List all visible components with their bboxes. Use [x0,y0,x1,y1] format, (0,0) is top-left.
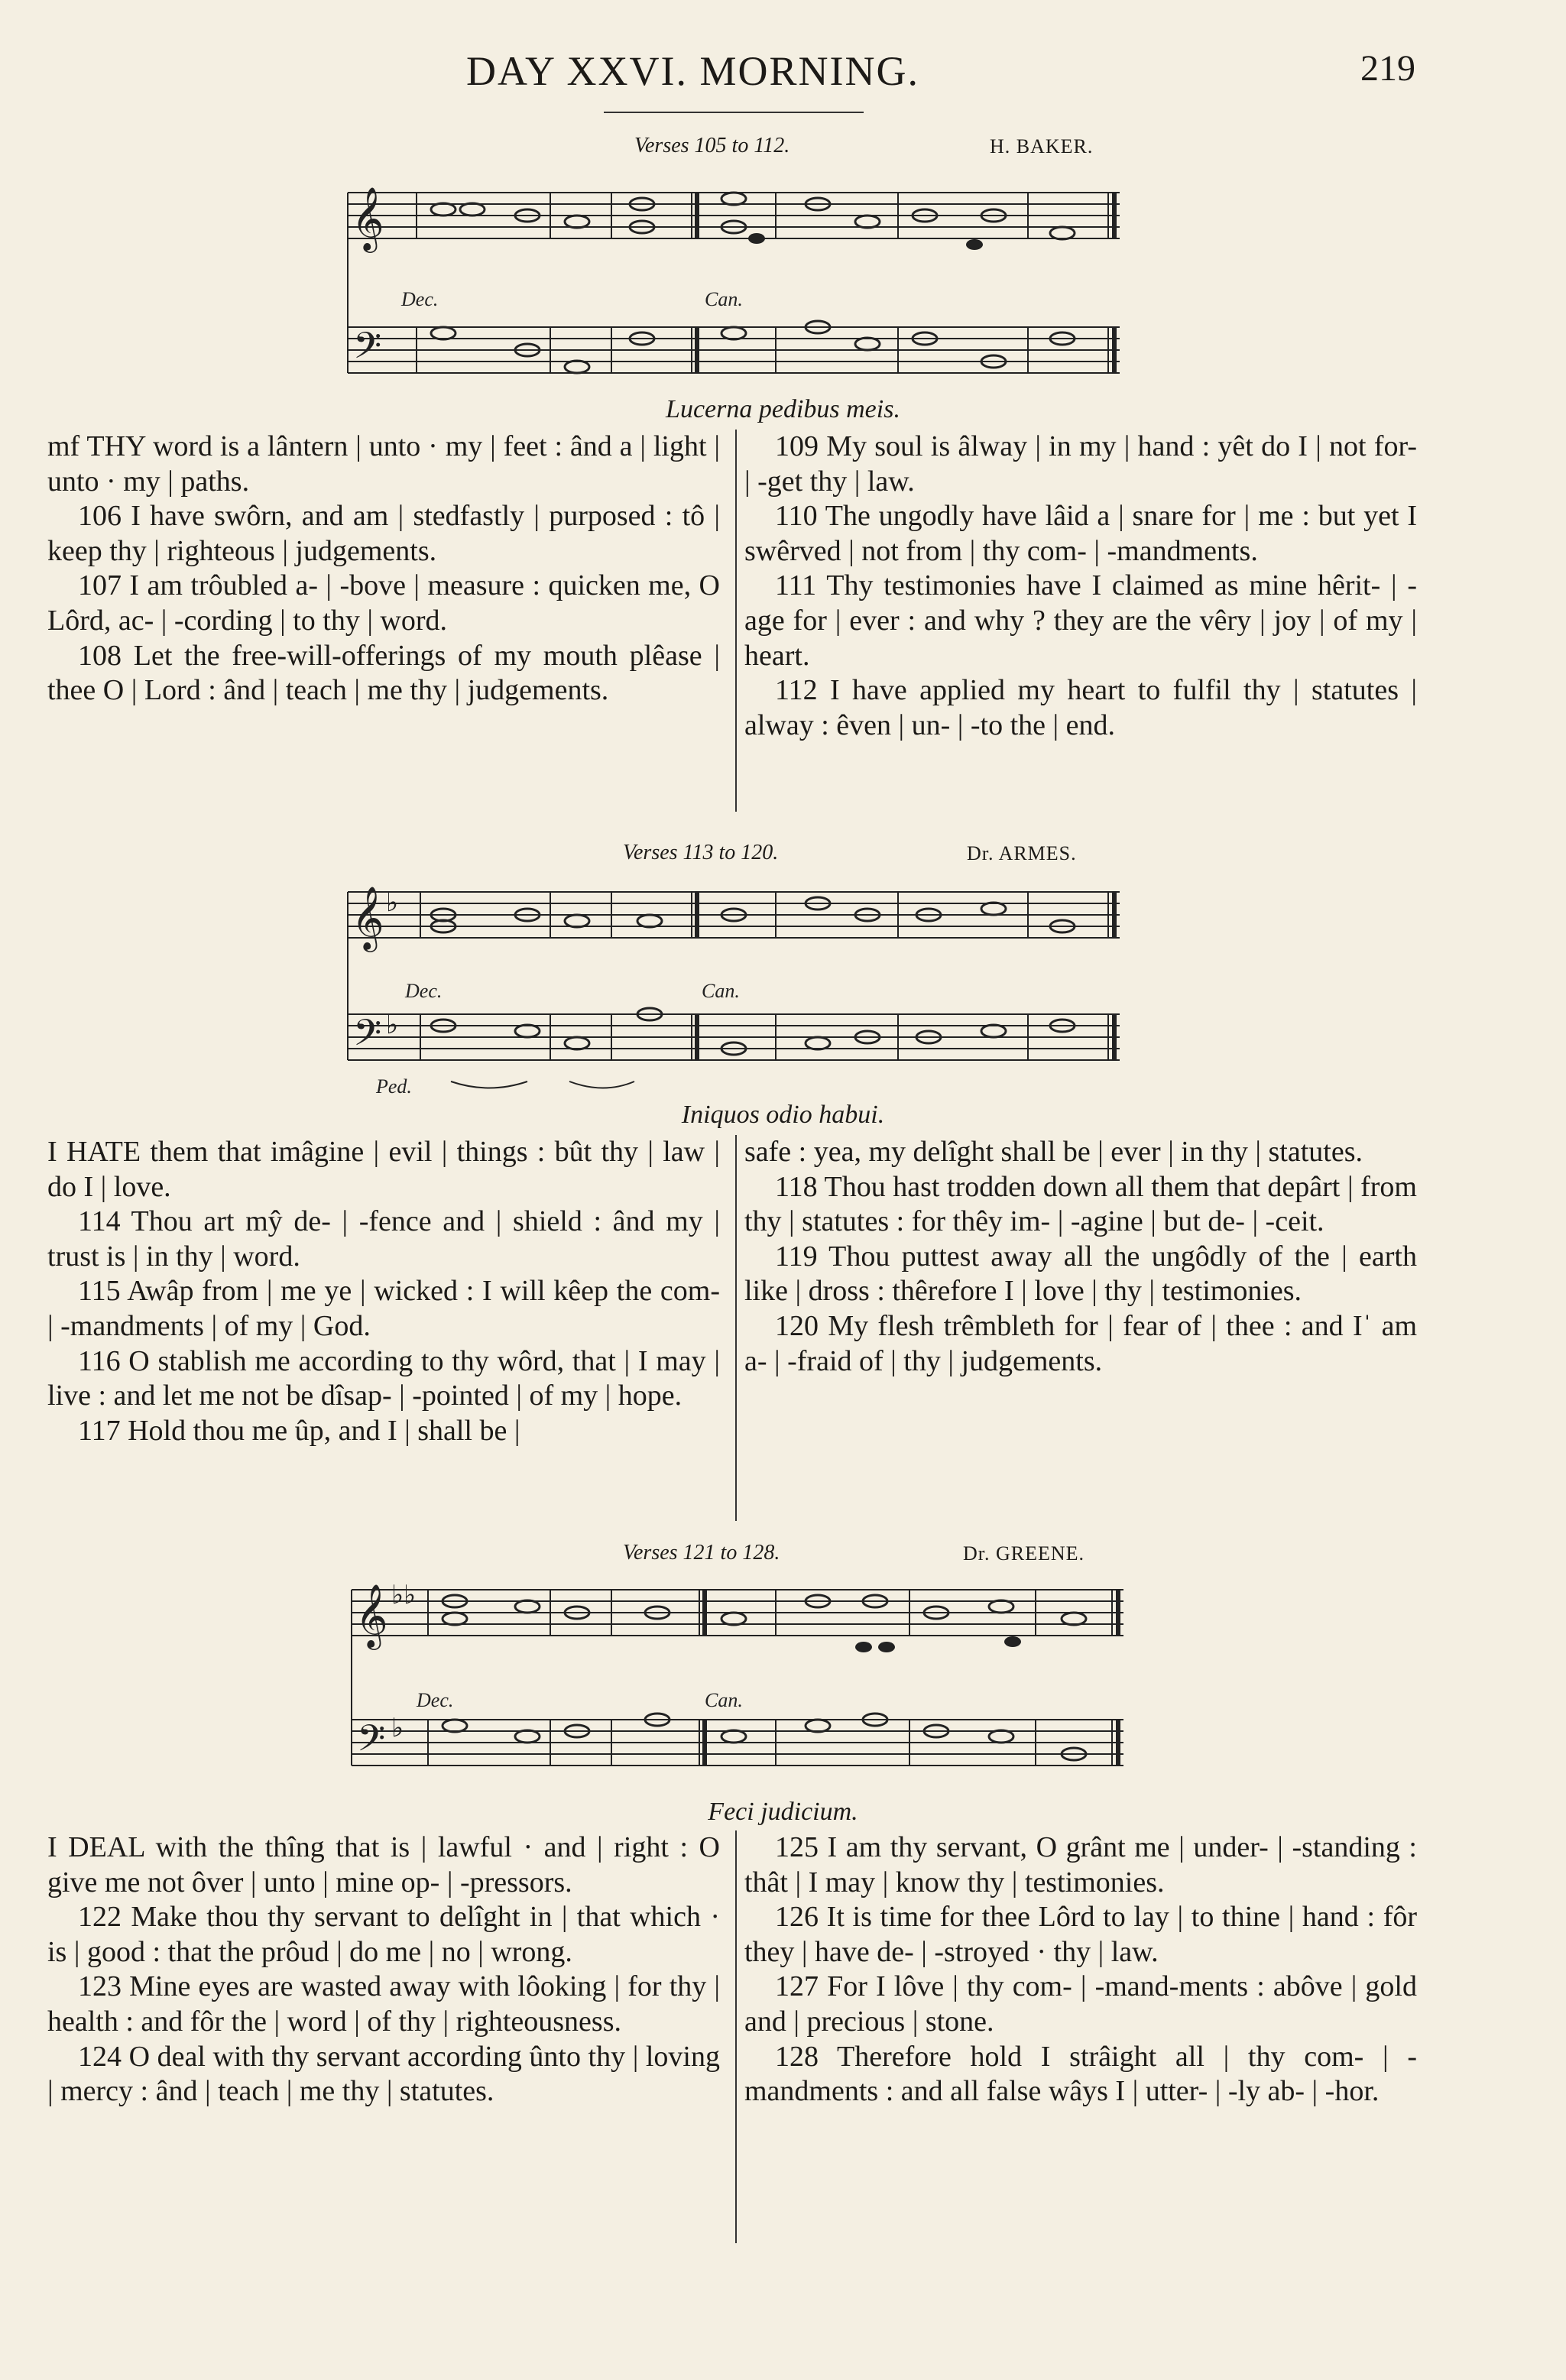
psalm-verse: 119 Thou puttest away all the ungôdly of the | earth like | dross : thêrefore I | love | thy | testimonies. [744,1240,1417,1308]
psalm-section-2 [47,1135,1423,1525]
svg-text:♭♭: ♭♭ [391,1580,417,1610]
page-number: 219 [1360,48,1415,89]
chant-composer: H. BAKER. [990,135,1094,157]
can-label: Can. [705,1689,743,1711]
page-header [0,47,1566,101]
psalm-verse: 118 Thou hast trodden down all them that depârt | from thy | statutes : for thêy im- | -agine | but de- | -ceit. [744,1170,1417,1238]
chant-1 [0,126,1566,436]
column-divider [735,1135,737,1521]
psalm-verse: 108 Let the free-will-offerings of my mouth plêase | thee O | Lord : ând | teach | me thy | judgements. [47,639,720,707]
ped-label: Ped. [376,1075,412,1098]
chant-score [0,869,1566,1129]
chant-verses: Verses 105 to 112. [634,134,790,157]
right-column [744,1830,1417,2109]
can-label: Can. [702,980,740,1002]
psalm-verse: 110 The ungodly have lâid a | snare for | me : but yet I swêrved | not from | thy com- | -mandments. [744,500,1417,567]
psalm-verse: 111 Thy testimonies have I claimed as mine hêrit- | -age for | ever : and why ? they are the vêry | joy | of my | heart. [744,569,1417,672]
chant-composer: Dr. GREENE. [963,1542,1085,1565]
right-column [744,430,1417,743]
psalm-verse: 109 My soul is âlway | in my | hand : yêt do I | not for- | -get thy | law. [744,430,1417,498]
psalm-verse: 116 O stablish me according to thy wôrd, that | I may | live : and let me not be dîsap- | -pointed | of my | hope. [47,1344,720,1412]
psalm-verse: 117 Hold thou me ûp, and I | shall be | [78,1414,520,1447]
left-column [47,430,720,708]
psalm-verse: 128 Therefore hold I strâight all | thy com- | -mandments : and all false wâys I | utter- | -ly ab- | -hor. [744,2040,1417,2108]
svg-text:𝄢: 𝄢 [353,324,382,376]
chant-2 [0,835,1566,1144]
chant-motto: Feci judicium. [708,1798,858,1826]
svg-text:♭: ♭ [386,887,399,918]
svg-text:𝄞: 𝄞 [352,885,384,949]
psalm-verse: mf THY word is a lântern | unto · my | feet : ând a | light | unto · my | paths. [47,430,720,498]
psalm-verse: 115 Awâp from | me ye | wicked : I will kêep the com- | -mandments | of my | God. [47,1275,720,1342]
svg-text:𝄢: 𝄢 [357,1717,386,1769]
dec-label: Dec. [405,980,443,1002]
psalm-verse: 112 I have applied my heart to fulfil thy | statutes | alway : êven | un- | -to the | end. [744,674,1417,741]
psalm-verse: I HATE them that imâgine | evil | things : bût thy | law | do I | love. [47,1136,720,1203]
psalm-verse: 123 Mine eyes are wasted away with lôoking | for thy | health : and fôr the | word | of thy | righteousness. [47,1970,720,2038]
psalm-verse: 126 It is time for thee Lôrd to lay | to thine | hand : fôr they | have de- | -stroyed · thy | law. [744,1901,1417,1968]
svg-text:𝄢: 𝄢 [353,1011,382,1063]
chant-3 [0,1536,1566,1834]
psalm-verse: 114 Thou art mŷ de- | -fence and | shield : ând my | trust is | in thy | word. [47,1205,720,1273]
can-label: Can. [705,288,743,310]
psalm-section-3 [47,1830,1423,2258]
chant-motto: Iniquos odio habui. [681,1101,885,1129]
psalm-verse: 127 For I lôve | thy com- | -mand-ments : abôve | gold and | precious | stone. [744,1970,1417,2038]
psalm-verse: 106 I have swôrn, and am | stedfastly | purposed : tô | keep thy | righteous | judgements. [47,500,720,567]
psalm-verse: I DEAL with the thîng that is | lawful · and | right : O give me not ôver | unto | mine op- | -pressors. [47,1831,720,1898]
dec-label: Dec. [417,1689,454,1711]
psalm-verse: 124 O deal with thy servant according ûnto thy | loving | mercy : ând | teach | me thy | statutes. [47,2040,720,2108]
chant-score [0,1567,1566,1819]
column-divider [735,430,737,812]
svg-text:♭: ♭ [386,1010,399,1040]
psalm-verse: safe : yea, my delîght shall be | ever | in thy | statutes. [744,1136,1363,1168]
psalm-verse: 107 I am trôubled a- | -bove | measure : quicken me, O Lôrd, ac- | -cording | to thy | word. [47,569,720,637]
left-column [47,1830,720,2109]
chant-composer: Dr. ARMES. [967,842,1077,864]
psalm-section-1 [47,430,1423,815]
column-divider [735,1830,737,2243]
psalm-verse: 120 My flesh trêmbleth for | fear of | thee : and Iˈ am a- | -fraid of | thy | judgements. [744,1309,1417,1377]
chant-verses: Verses 113 to 120. [623,841,779,864]
svg-text:𝄞: 𝄞 [352,186,384,250]
chant-score [0,161,1566,420]
svg-text:♭: ♭ [391,1713,404,1743]
page-title: DAY XXVI. MORNING. [466,48,920,94]
chant-motto: Lucerna pedibus meis. [666,395,900,423]
right-column [744,1135,1417,1379]
svg-text:𝄞: 𝄞 [355,1583,388,1647]
left-column [47,1135,720,1448]
header-rule [604,112,864,113]
chant-verses: Verses 121 to 128. [623,1541,780,1565]
psalm-verse: 125 I am thy servant, O grânt me | under- | -standing : thât | I may | know thy | testimonies. [744,1831,1417,1898]
dec-label: Dec. [401,288,439,310]
psalm-verse: 122 Make thou thy servant to delîght in | that which · is | good : that the prôud | do me | no | wrong. [47,1901,720,1968]
